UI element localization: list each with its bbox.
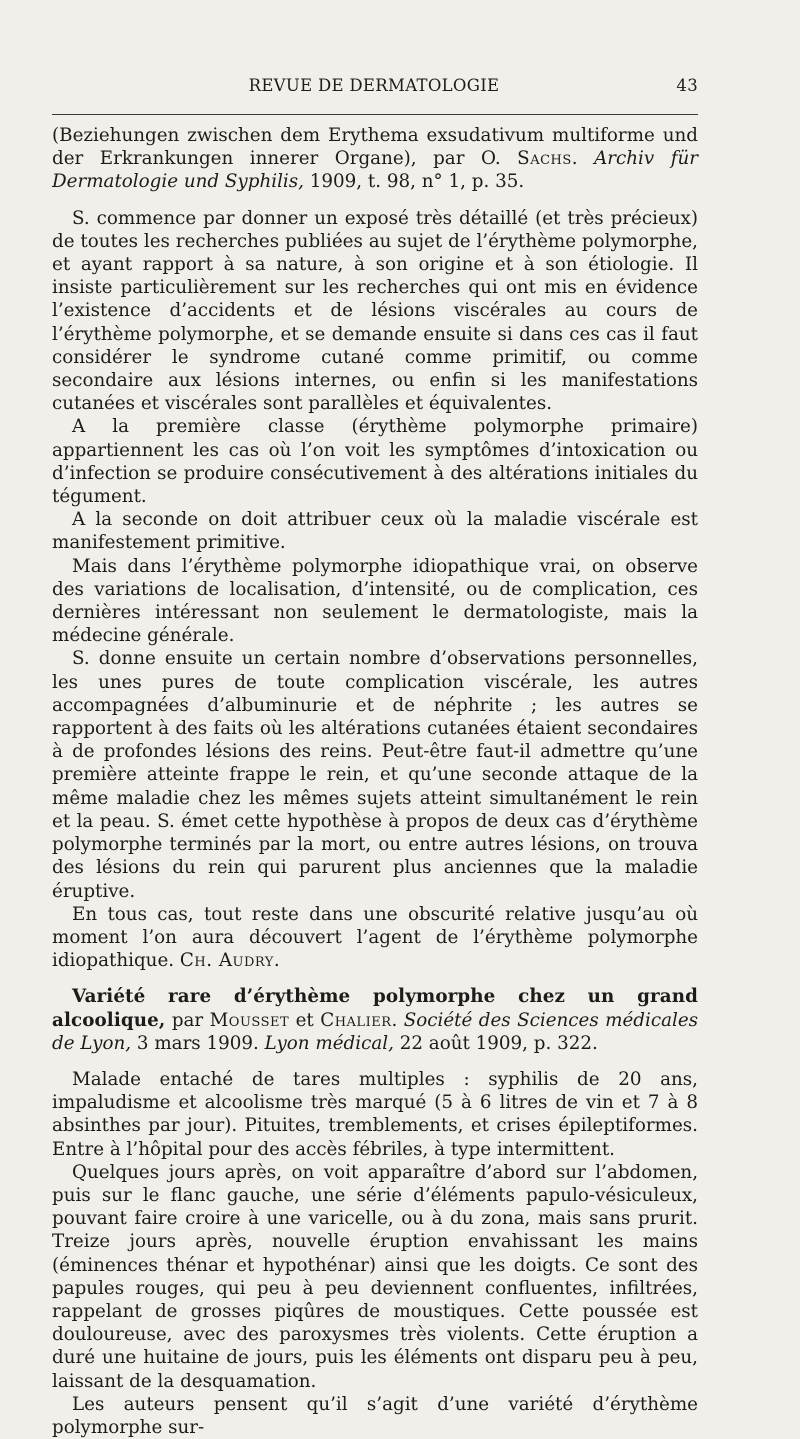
paragraph: S. donne ensuite un certain nombre d’observations personnelles, les unes pures de toute complication viscérale, les autres accompagnées d’albuminurie et de néphrite ; les autres se rapportent à des faits où les altérations cutanées étaient secondaires à de profondes lésions des reins. Peut-être faut-il admettre qu’une première atteinte frappe le rein, et qu’une seconde attaque de la même maladie chez les mêmes sujets atteint simultanément le rein et la peau. S. émet cette hypothèse à propos de deux cas d’érythème polymorphe terminés par la mort, ou entre autres lésions, on trouva des lésions du rein qui parurent plus anciennes que la maladie éruptive. (52, 648, 698, 902)
session-date: 3 mars 1909. (136, 1032, 259, 1054)
journal-title: Archiv für Dermatologie und Syphilis, (52, 148, 698, 193)
author-name: Sachs (517, 148, 572, 170)
page-body (52, 124, 698, 1439)
paragraph: En tous cas, tout reste dans une obscurité relative jusqu’au où moment l’on aura découvert l’agent de l’érythème polymorphe idiopathique. Ch. Audry. (52, 903, 698, 972)
society-name: Société des Sciences médicales de Lyon, (52, 1009, 699, 1054)
article-title: Variété rare d’érythème polymorphe chez un grand alcoolique, (52, 986, 698, 1031)
paragraph: Malade entaché de tares multiples : syphilis de 20 ans, impaludisme et alcoolisme très marqué (5 à 6 litres de vin et 7 à 8 absinthes par jour). Pituites, tremblements, et crises épileptiformes. Entre à l’hôpital pour des accès fébriles, à type intermittent. (52, 1068, 698, 1160)
running-header (50, 76, 698, 95)
author-name: Mousset (209, 1009, 290, 1031)
paragraph: A la seconde on doit attribuer ceux où la maladie viscérale est manifestement primitive. (52, 509, 698, 554)
reference-details: 22 août 1909, p. 322. (399, 1032, 598, 1054)
running-title: REVUE DE DERMATOLOGIE (248, 76, 500, 95)
paragraph: Quelques jours après, on voit apparaître d’abord sur l’abdomen, puis sur le flanc gauche, une série d’éléments papulo-vésiculeux, pouvant faire croire à une varicelle, ou à du zona, mais sans prurit. Treize jours après, nouvelle éruption envahissant les mains (éminences thénar et hypothénar) ainsi que les doigts. Ce sont des papules rouges, qui peu à peu deviennent confluentes, infiltrées, rappelant de grosses piqûres de moustiques. Cette poussée est douloureuse, avec des paroxysmes très violents. Cette éruption a duré une huitaine de jours, puis les éléments ont disparu peu à peu, laissant de la desquamation. (52, 1161, 698, 1392)
paragraph: S. commence par donner un exposé très détaillé (et très précieux) de toutes les recherches publiées au sujet de l’érythème polymorphe, et ayant rapport à sa nature, à son origine et à son étiologie. Il insiste particulièrement sur les recherches qui ont mis en évidence l’existence d’accidents et de lésions viscérales au cours de l’érythème polymorphe, et se demande ensuite si dans ces cas il faut considérer le syndrome cutané comme primitif, ou comme secondaire aux lésions internes, ou enfin si les manifestations cutanées et viscérales sont parallèles et équivalentes. (52, 207, 698, 415)
paragraph: Les auteurs pensent qu’il s’agit d’une variété d’érythème polymorphe sur- (52, 1393, 698, 1438)
author-name: Chalier (320, 1009, 392, 1031)
reference-text: (Beziehungen zwischen dem Erythema exsudativum multiforme und der Erkrankungen innerer Organe), par O. (52, 125, 698, 170)
signature: Ch. Audry. (179, 950, 281, 972)
paragraph: A la première classe (érythème polymorphe primaire) appartiennent les cas où l’on voit les symptômes d’intoxication ou d’infection se produire consécutivement à des altérations initiales du tégument. (52, 416, 698, 508)
page-number: 43 (676, 76, 698, 95)
paragraph: Mais dans l’érythème polymorphe idiopathique vrai, on observe des variations de localisation, d’intensité, ou de complication, ces dernières intéressant non seulement le dermatologiste, mais la médecine générale. (52, 555, 698, 647)
header-rule (52, 114, 698, 115)
article-1-reference: (Beziehungen zwischen dem Erythema exsudativum multiforme und der Erkrankungen innerer Organe), par O. Sachs. Archiv für Dermatologie und Syphilis, 1909, t. 98, n° 1, p. 35. (52, 125, 698, 193)
article-2-heading: Variété rare d’érythème polymorphe chez un grand alcoolique, par Mousset et Chalier. Société des Sciences médicales de Lyon, 3 mars 1909. Lyon médical, 22 août 1909, p. 322. (52, 986, 699, 1054)
reference-details: 1909, t. 98, n° 1, p. 35. (309, 171, 525, 193)
journal-title: Lyon médical, (264, 1032, 394, 1054)
